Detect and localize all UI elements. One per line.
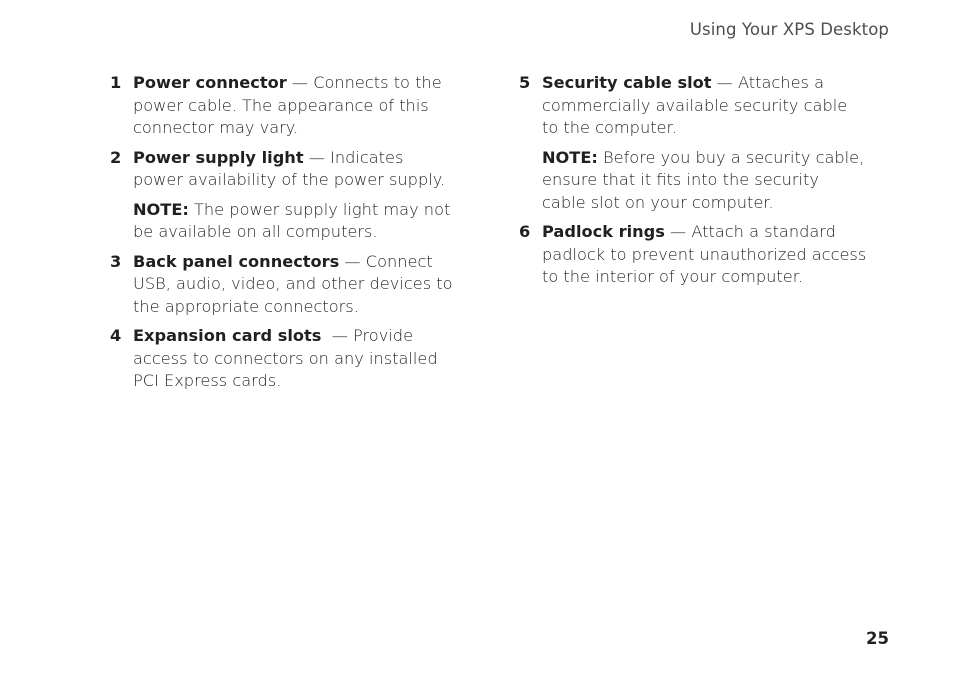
item-title: Expansion card slots (133, 326, 322, 345)
note-security-cable (517, 147, 867, 215)
note-text: Before you buy a security cable, ensure that it fits into the security cable slot on your computer. (542, 147, 865, 212)
list-item-expansion-card-slots (108, 325, 453, 393)
item-description: — Provide access to connectors on any installed PCI Express cards. (133, 326, 443, 390)
page-number: 25 (866, 629, 889, 648)
item-number: 3 (110, 251, 122, 271)
item-number: 5 (519, 73, 531, 92)
item-title: Power connector (133, 73, 287, 92)
item-title: Padlock rings (542, 222, 665, 241)
item-number: 6 (519, 222, 531, 241)
item-description: — Attach a standard padlock to prevent unauthorized access to the interior of your computer. (542, 222, 867, 286)
list-item-back-panel-connectors (108, 251, 453, 319)
list-item-power-supply-light (108, 147, 453, 192)
item-title: Back panel connectors (133, 251, 340, 271)
left-column (108, 72, 453, 400)
item-title: Security cable slot (542, 73, 712, 92)
note-label: NOTE: (542, 147, 598, 167)
note-text: The power supply light may not be available on all computers. (133, 199, 451, 241)
right-column (517, 72, 867, 296)
item-description: — Connects to the power cable. The appearance of this connector may vary. (133, 73, 442, 137)
list-item-power-connector (108, 72, 453, 140)
list-item-padlock-rings (517, 221, 867, 289)
item-number: 2 (110, 147, 122, 167)
note-power-supply-light (108, 199, 453, 244)
item-number: 4 (110, 326, 122, 345)
item-title: Power supply light (133, 147, 304, 167)
note-label: NOTE: (133, 199, 189, 219)
running-header-title: Using Your XPS Desktop (689, 20, 889, 39)
item-description: — Attaches a commercially available security cable to the computer. (542, 73, 848, 137)
list-item-security-cable-slot (517, 72, 867, 140)
item-description: — Connect USB, audio, video, and other devices to the appropriate connectors. (133, 251, 453, 316)
item-number: 1 (110, 73, 122, 92)
item-description: — Indicates power availability of the power supply. (133, 147, 446, 189)
